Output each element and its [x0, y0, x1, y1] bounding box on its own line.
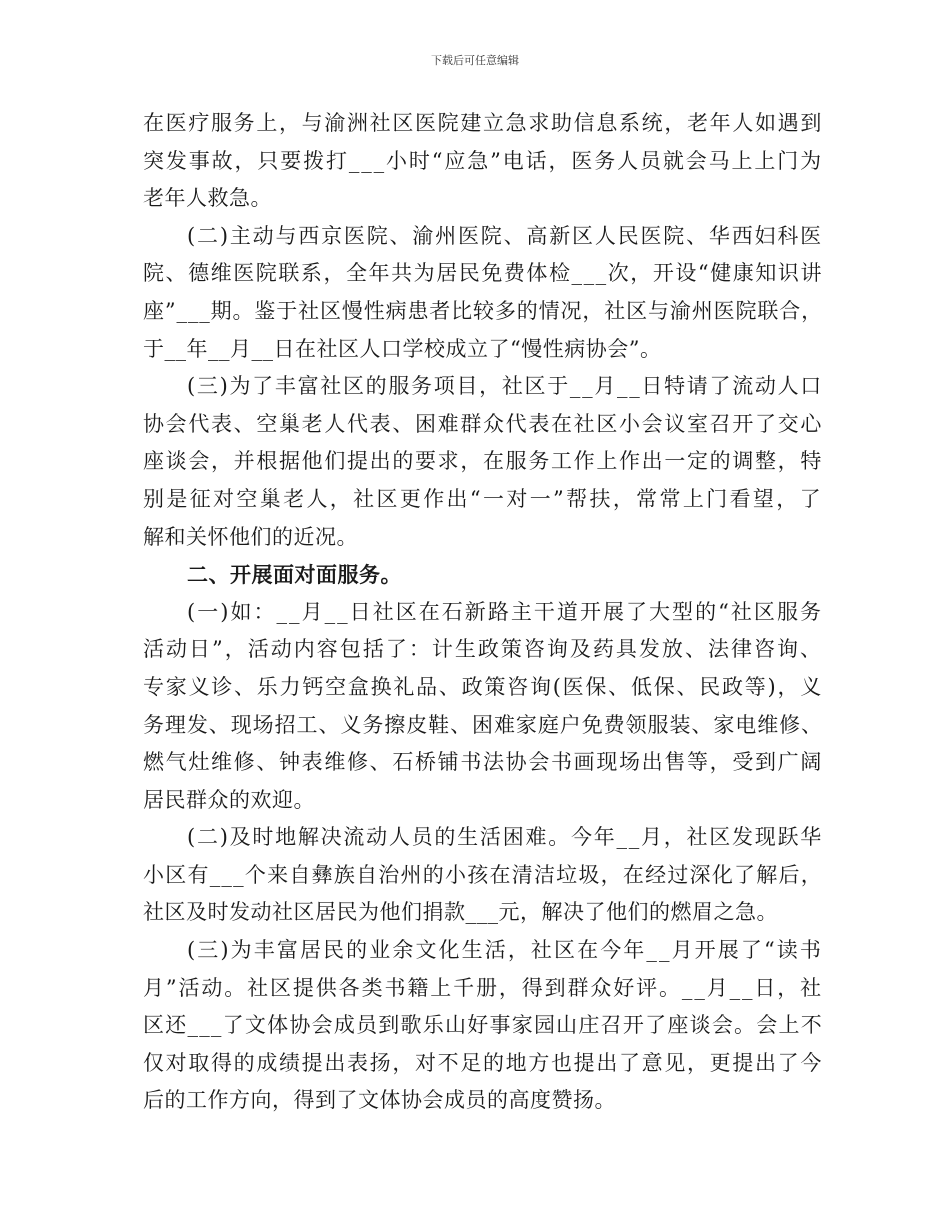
text-line: 区还___了文体协会成员到歌乐山好事家园山庄召开了座谈会。会上不 [143, 1013, 823, 1038]
text-line: 院、德维医院联系，全年共为居民免费体检___次，开设“健康知识讲 [143, 261, 823, 286]
text-line: 专家义诊、乐力钙空盒换礼品、政策咨询(医保、低保、民政等)，义 [143, 674, 823, 699]
text-line: (二)及时地解决流动人员的生活困难。今年__月，社区发现跃华 [187, 825, 823, 850]
text-line: 居民群众的欢迎。 [143, 787, 315, 812]
text-line: 座谈会，并根据他们提出的要求，在服务工作上作出一定的调整，特 [143, 449, 823, 474]
text-line: 活动日”，活动内容包括了：计生政策咨询及药具发放、法律咨询、 [143, 637, 823, 662]
text-line: 在医疗服务上，与渝洲社区医院建立急求助信息系统，老年人如遇到 [143, 111, 823, 135]
section-heading: 二、开展面对面服务。 [187, 562, 402, 588]
text-line: 别是征对空巢老人，社区更作出“一对一”帮扶，常常上门看望，了 [143, 486, 823, 511]
text-line: (一)如：__月__日社区在石新路主干道开展了大型的“社区服务 [187, 599, 823, 624]
text-line: 解和关怀他们的近况。 [143, 524, 358, 549]
text-line: 协会代表、空巢老人代表、困难群众代表在社区小会议室召开了交心 [143, 411, 823, 436]
text-line: 老年人救急。 [143, 186, 272, 211]
text-line: 小区有___个来自彝族自治州的小孩在清洁垃圾，在经过深化了解后， [143, 862, 823, 887]
text-line: (二)主动与西京医院、渝州医院、高新区人民医院、华西妇科医 [187, 223, 823, 248]
page-header: 下载后可任意编辑 [431, 54, 519, 67]
document-body [143, 105, 823, 1120]
text-line: 仅对取得的成绩提出表扬，对不足的地方也提出了意见，更提出了今 [143, 1050, 823, 1075]
text-line: 燃气灶维修、钟表维修、石桥铺书法协会书画现场出售等，受到广阔 [143, 750, 823, 775]
text-line: 务理发、现场招工、义务擦皮鞋、困难家庭户免费领服装、家电维修、 [143, 712, 823, 737]
text-line: 突发事故，只要拨打___小时“应急”电话，医务人员就会马上上门为 [143, 148, 823, 173]
text-line: 月”活动。社区提供各类书籍上千册，得到群众好评。__月__日，社 [143, 975, 823, 1000]
text-line: (三)为了丰富社区的服务项目，社区于__月__日特请了流动人口 [187, 374, 823, 399]
text-line: 座”___期。鉴于社区慢性病患者比较多的情况，社区与渝州医院联合， [143, 298, 823, 323]
text-line: (三)为丰富居民的业余文化生活，社区在今年__月开展了“读书 [187, 938, 823, 963]
text-line: 于__年__月__日在社区人口学校成立了“慢性病协会”。 [143, 336, 662, 361]
text-line: 社区及时发动社区居民为他们捐款___元，解决了他们的燃眉之急。 [143, 900, 778, 925]
text-line: 后的工作方向，得到了文体协会成员的高度赞扬。 [143, 1088, 616, 1113]
